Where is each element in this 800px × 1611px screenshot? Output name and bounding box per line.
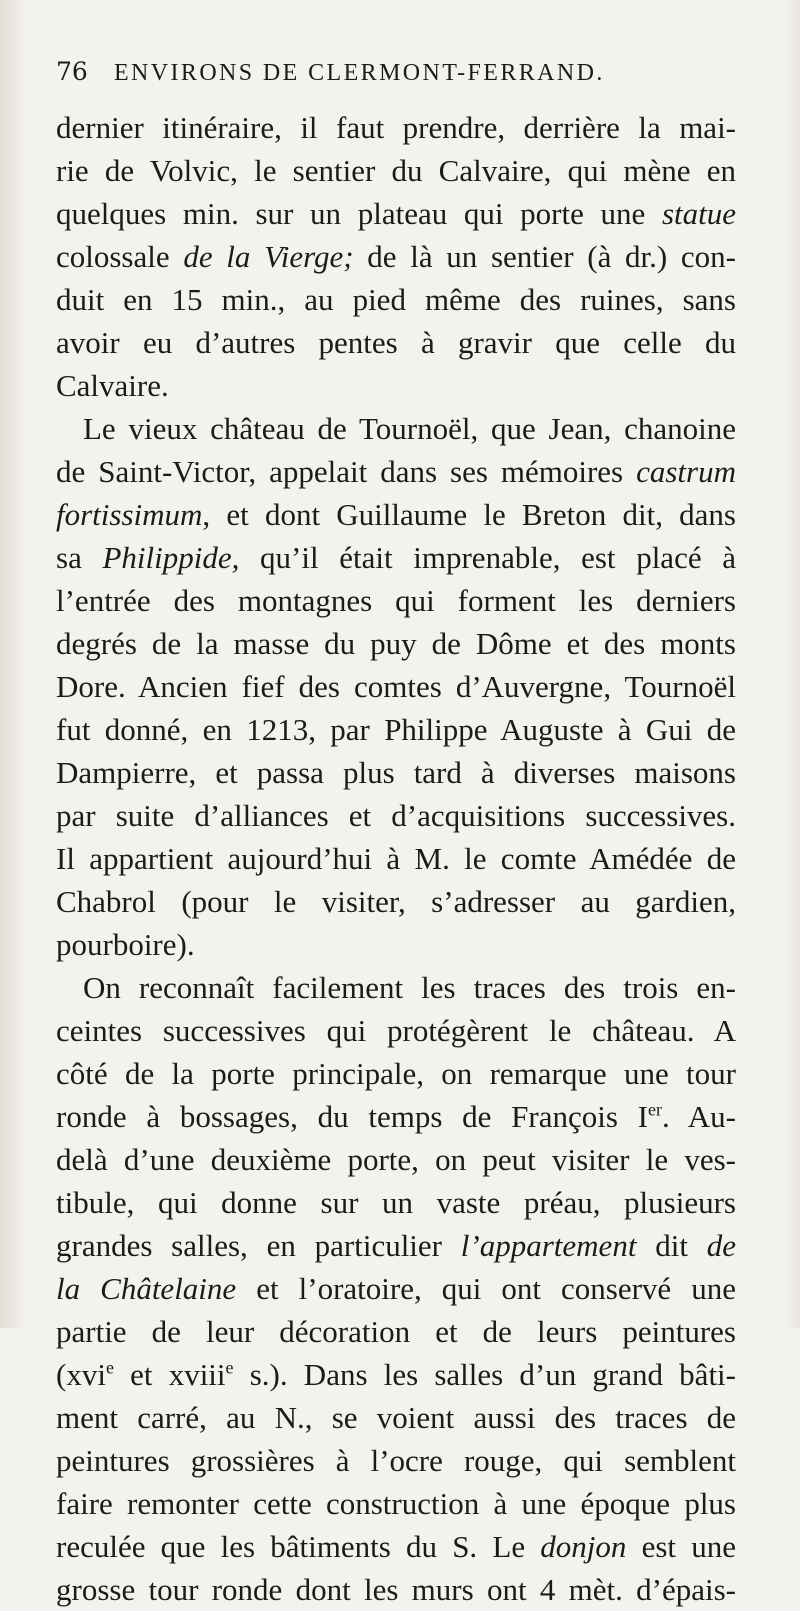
text-line: dernier itinéraire, il faut prendre, derrière la mai- [56, 110, 736, 145]
running-header [56, 58, 746, 87]
text-line: par suite d’alliances et d’acquisitions successives. [56, 798, 736, 833]
page-number: 76 [56, 57, 88, 86]
text-line: la Châtelaine et l’oratoire, qui ont conservé une [56, 1271, 736, 1306]
superscript: e [105, 1357, 114, 1378]
text-line: côté de la porte principale, on remarque une tour [56, 1056, 736, 1091]
paragraph-start-line: Le vieux château de Tournoël, que Jean, chanoine [83, 411, 736, 446]
text-line: grandes salles, en particulier l’appartement dit de [56, 1228, 736, 1263]
text-line: rie de Volvic, le sentier du Calvaire, qui mène en [56, 153, 736, 188]
body-text [56, 106, 736, 1611]
text-line: l’entrée des montagnes qui forment les derniers [56, 583, 736, 618]
italic-phrase: castrum [636, 454, 736, 489]
superscript: e [225, 1357, 234, 1378]
text-line: pourboire). [56, 927, 195, 962]
text-line: Dampierre, et passa plus tard à diverses maisons [56, 755, 736, 790]
text-line: reculée que les bâtiments du S. Le donjon est une [56, 1529, 736, 1564]
text-line: (xvi$^e$ et xviii$^e$ s.). Dans les salles d’un grand bâti- [56, 1357, 736, 1392]
italic-phrase: fortissimum [56, 497, 203, 532]
text-line: delà d’une deuxième porte, on peut visiter le ves- [56, 1142, 736, 1177]
text-line: avoir eu d’autres pentes à gravir que celle du [56, 325, 736, 360]
page-gutter-shadow [0, 0, 26, 1328]
italic-phrase: la Châtelaine [56, 1271, 237, 1306]
text-line: tibule, qui donne sur un vaste préau, plusieurs [56, 1185, 736, 1220]
italic-phrase: de la Vierge; [183, 239, 354, 274]
text-line: grosse tour ronde dont les murs ont 4 mèt. d’épais- [56, 1572, 736, 1607]
paragraph-start-line: On reconnaît facilement les traces des trois en- [83, 970, 736, 1005]
text-line: fut donné, en 1213, par Philippe Auguste à Gui de [56, 712, 736, 747]
text-line: degrés de la masse du puy de Dôme et des monts [56, 626, 736, 661]
text-line: peintures grossières à l’ocre rouge, qui semblent [56, 1443, 736, 1478]
italic-phrase: de [706, 1228, 736, 1263]
text-line: ment carré, au N., se voient aussi des traces de [56, 1400, 736, 1435]
page-edge-shadow [784, 0, 800, 1328]
text-line: Dore. Ancien fief des comtes d’Auvergne, Tournoël [56, 669, 736, 704]
text-line: sa Philippide, qu’il était imprenable, est placé à [56, 540, 736, 575]
text-line: partie de leur décoration et de leurs peintures [56, 1314, 736, 1349]
text-line: de Saint-Victor, appelait dans ses mémoires castrum [56, 454, 736, 489]
italic-phrase: l’appartement [460, 1228, 637, 1263]
superscript: er [648, 1099, 662, 1120]
text-line: ronde à bossages, du temps de François Ier. Au- [56, 1099, 736, 1134]
text-line: Chabrol (pour le visiter, s’adresser au gardien, [56, 884, 736, 919]
running-title: ENVIRONS DE CLERMONT-FERRAND. [114, 60, 605, 86]
italic-phrase: donjon [540, 1529, 627, 1564]
text-line: faire remonter cette construction à une époque plus [56, 1486, 736, 1521]
text-line: Calvaire. [56, 368, 169, 403]
text-line: quelques min. sur un plateau qui porte une statue [56, 196, 736, 231]
text-line: ceintes successives qui protégèrent le château. A [56, 1013, 736, 1048]
text-line: fortissimum, et dont Guillaume le Breton dit, dans [56, 497, 736, 532]
text-line: colossale de la Vierge; de là un sentier (à dr.) con- [56, 239, 736, 274]
italic-phrase: statue [661, 196, 736, 231]
text-line: Il appartient aujourd’hui à M. le comte Amédée de [56, 841, 736, 876]
text-line: duit en 15 min., au pied même des ruines, sans [56, 282, 736, 317]
italic-phrase: Philippide, [102, 540, 240, 575]
